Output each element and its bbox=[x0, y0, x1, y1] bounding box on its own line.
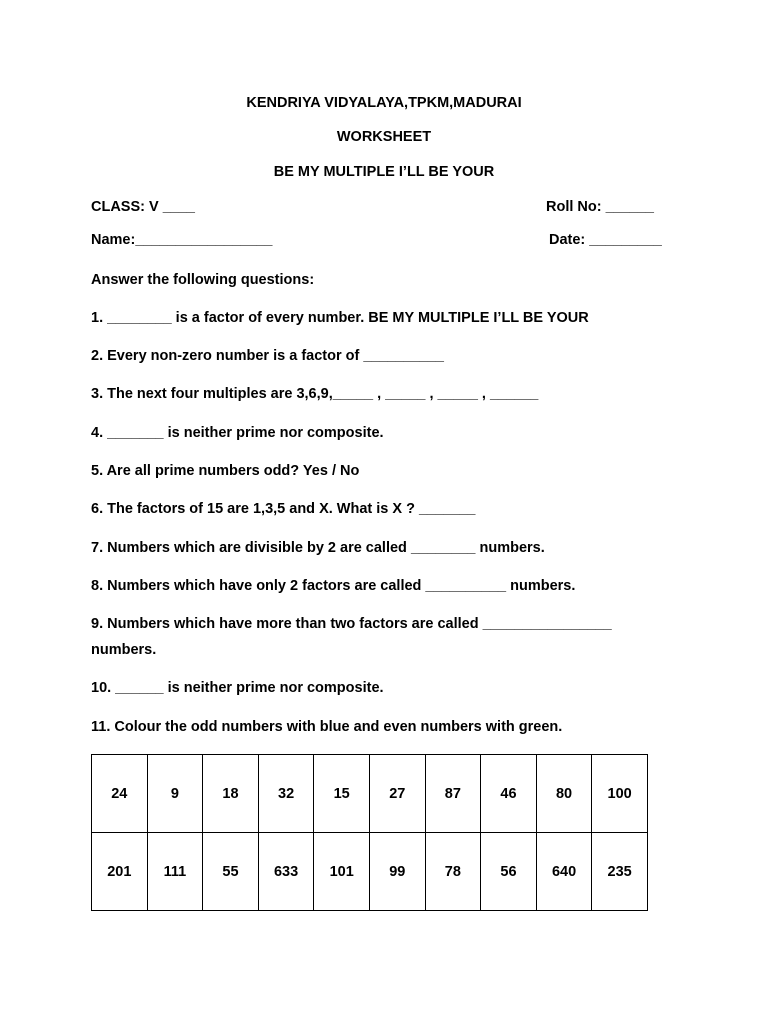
table-cell: 32 bbox=[258, 755, 314, 833]
table-cell: 46 bbox=[481, 755, 537, 833]
name-field: Name:_________________ bbox=[91, 232, 273, 248]
table-cell: 235 bbox=[592, 833, 648, 911]
table-cell: 100 bbox=[592, 755, 648, 833]
table-cell: 24 bbox=[92, 755, 148, 833]
question-6: 6. The factors of 15 are 1,3,5 and X. What is X ? _______ bbox=[91, 501, 476, 517]
table-cell: 9 bbox=[147, 755, 203, 833]
table-cell: 101 bbox=[314, 833, 370, 911]
question-1: 1. ________ is a factor of every number. BE MY MULTIPLE I’LL BE YOUR bbox=[91, 310, 589, 326]
roll-no-field: Roll No: ______ bbox=[546, 199, 654, 215]
table-cell: 15 bbox=[314, 755, 370, 833]
instruction-text: Answer the following questions: bbox=[91, 272, 315, 288]
number-table bbox=[91, 754, 648, 911]
table-cell: 78 bbox=[425, 833, 481, 911]
table-cell: 99 bbox=[369, 833, 425, 911]
table-cell: 87 bbox=[425, 755, 481, 833]
class-field: CLASS: V ____ bbox=[91, 199, 195, 215]
table-row bbox=[92, 833, 648, 911]
worksheet-label: WORKSHEET bbox=[336, 129, 432, 145]
table-cell: 633 bbox=[258, 833, 314, 911]
table-cell: 80 bbox=[536, 755, 592, 833]
worksheet-topic: BE MY MULTIPLE I’LL BE YOUR bbox=[273, 164, 495, 180]
table-cell: 111 bbox=[147, 833, 203, 911]
question-7: 7. Numbers which are divisible by 2 are called ________ numbers. bbox=[91, 540, 545, 556]
table-row bbox=[92, 755, 648, 833]
question-3: 3. The next four multiples are 3,6,9,_____ , _____ , _____ , ______ bbox=[91, 386, 539, 402]
question-4: 4. _______ is neither prime nor composite. bbox=[91, 425, 384, 441]
table-cell: 27 bbox=[369, 755, 425, 833]
school-name: KENDRIYA VIDYALAYA,TPKM,MADURAI bbox=[246, 95, 522, 111]
question-11: 11. Colour the odd numbers with blue and even numbers with green. bbox=[91, 719, 563, 735]
table-cell: 201 bbox=[92, 833, 148, 911]
question-8: 8. Numbers which have only 2 factors are called __________ numbers. bbox=[91, 578, 576, 594]
table-cell: 55 bbox=[203, 833, 259, 911]
question-5: 5. Are all prime numbers odd? Yes / No bbox=[91, 463, 360, 479]
question-9: 9. Numbers which have more than two factors are called ________________ bbox=[91, 616, 612, 632]
date-field: Date: _________ bbox=[549, 232, 662, 248]
question-9-continuation: numbers. bbox=[91, 642, 157, 658]
question-10: 10. ______ is neither prime nor composite. bbox=[91, 680, 384, 696]
table-cell: 18 bbox=[203, 755, 259, 833]
table-cell: 640 bbox=[536, 833, 592, 911]
question-2: 2. Every non-zero number is a factor of __________ bbox=[91, 348, 444, 364]
table-cell: 56 bbox=[481, 833, 537, 911]
